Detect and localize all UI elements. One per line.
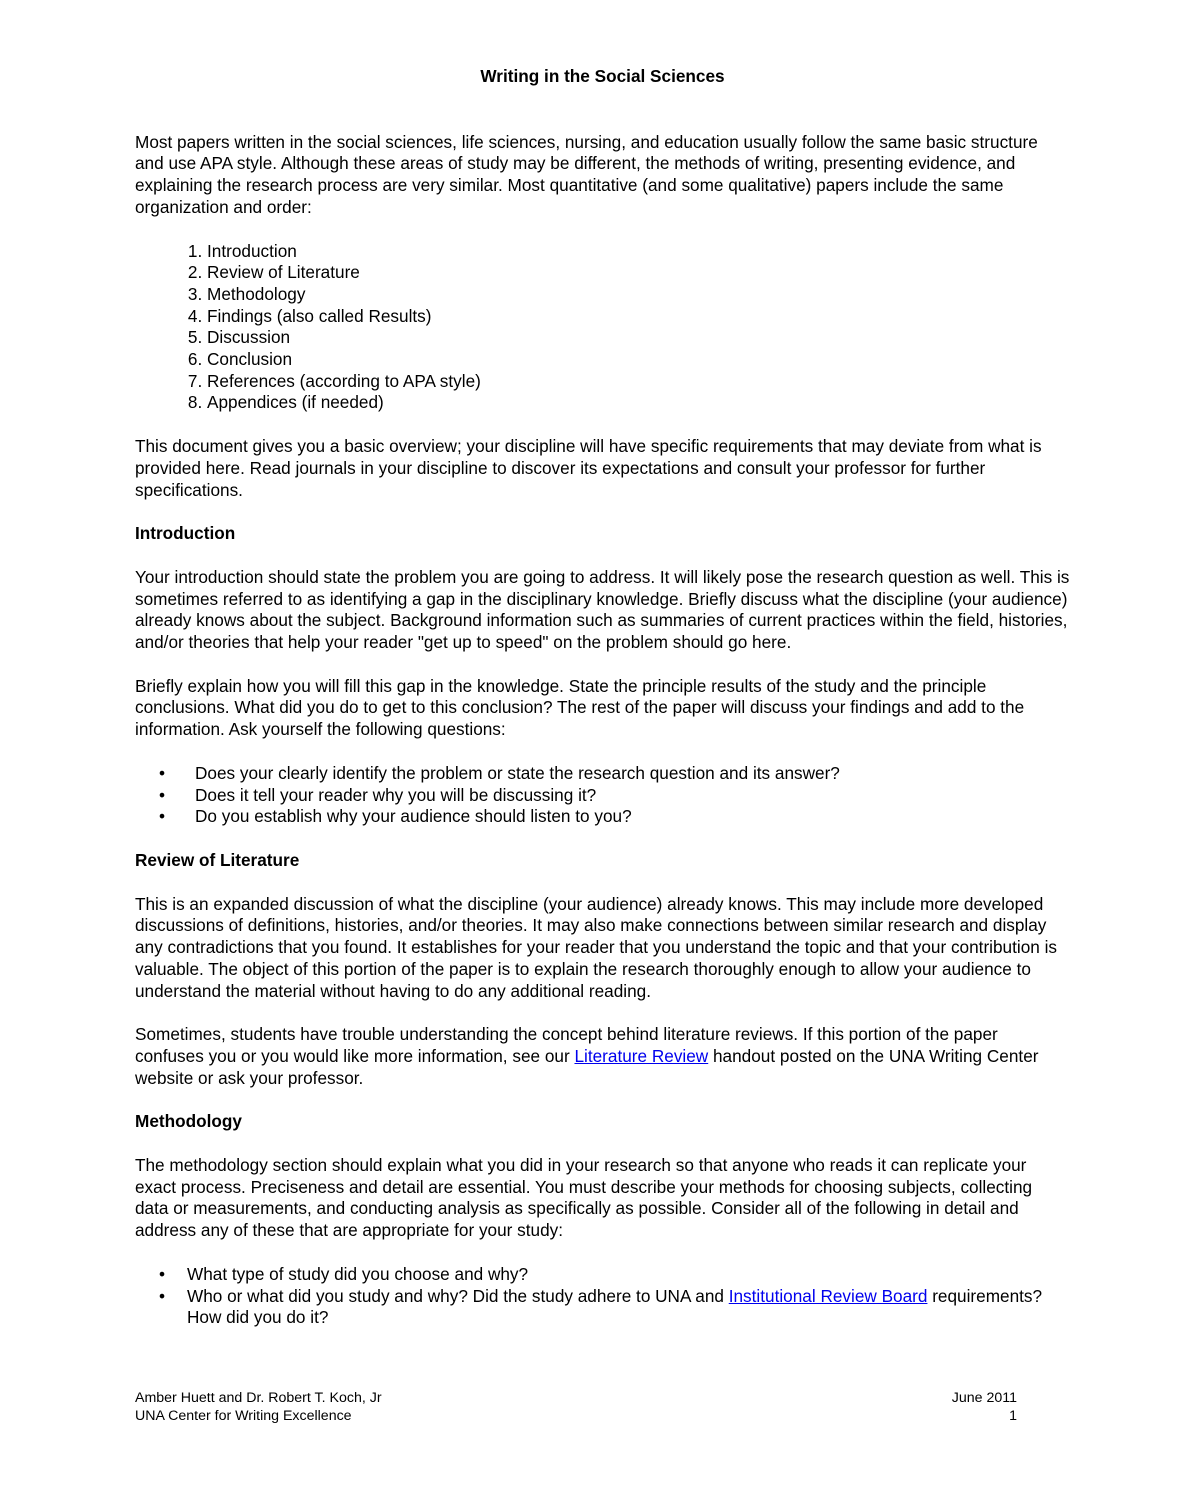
footer-row-1	[135, 1389, 1017, 1407]
structure-list	[135, 241, 1070, 415]
list-item: 4. Findings (also called Results)	[207, 306, 1070, 328]
list-item: 6. Conclusion	[207, 349, 1070, 371]
literature-review-heading: Review of Literature	[135, 849, 300, 870]
footer-row-2	[135, 1407, 1017, 1425]
institutional-review-board-link[interactable]: Institutional Review Board	[728, 1285, 928, 1306]
methodology-questions-list	[135, 1264, 1070, 1329]
document-body	[135, 66, 1070, 1351]
list-item: 2. Review of Literature	[207, 262, 1070, 284]
list-item: 7. References (according to APA style)	[207, 371, 1070, 393]
list-item: 3. Methodology	[207, 284, 1070, 306]
introduction-paragraph-1: Your introduction should state the problem you are going to address. It will likely pose the research question as well. This is sometimes referred to as identifying a gap in the disciplinary knowledge. Briefly discuss what the discipline (your audience) already knows about the subject. Background information such as summaries of current practices within the field, histories, and/or theories that help your reader "get up to speed" on the problem should go here.	[135, 566, 1070, 653]
list-item: • Do you establish why your audience should listen to you?	[135, 806, 1070, 828]
literature-review-paragraph-1: This is an expanded discussion of what the discipline (your audience) already knows. This may include more developed discussions of definitions, histories, and/or theories. It may also make connections between similar research and display any contradictions that you found. It establishes for your reader that you understand the topic and that your contribution is valuable. The object of this portion of the paper is to explain the research thoroughly enough to allow your audience to understand the material without having to do any additional reading.	[135, 893, 1057, 1001]
document-title: Writing in the Social Sciences	[480, 66, 725, 86]
introduction-heading: Introduction	[135, 523, 236, 544]
overview-paragraph: This document gives you a basic overview; your discipline will have specific requirements that may deviate from what is provided here. Read journals in your discipline to discover its expectations and consult your professor for further specifications.	[135, 436, 1042, 500]
methodology-text-after-link: requirements? How did you do it?	[187, 1285, 1043, 1328]
literature-review-text-before-link: Sometimes, students have trouble understanding the concept behind literature reviews. If this portion of the paper confuses you or you would like more information, see our	[135, 1024, 998, 1066]
introduction-questions-list	[135, 763, 1070, 828]
methodology-text-before-link: Who or what did you study and why? Did the study adhere to UNA and	[187, 1285, 729, 1306]
page-footer	[135, 1389, 1017, 1425]
intro-paragraph: Most papers written in the social sciences, life sciences, nursing, and education usually follow the same basic structure and use APA style. Although these areas of study may be different, the methods of writing, presenting evidence, and explaining the research process are very similar. Most quantitative (and some qualitative) papers include the same organization and order:	[135, 131, 1038, 217]
literature-review-link[interactable]: Literature Review	[574, 1045, 709, 1066]
list-item: • Does your clearly identify the problem or state the research question and its answer?	[135, 763, 1070, 785]
methodology-heading: Methodology	[135, 1111, 242, 1132]
literature-review-text-after-link: handout posted on the UNA Writing Center website or ask your professor.	[135, 1045, 1039, 1088]
methodology-paragraph-1: The methodology section should explain what you did in your research so that anyone who reads it can replicate your exact process. Preciseness and detail are essential. You must describe your methods for choosing subjects, collecting data or measurements, and conducting analysis as specifically as possible. Consider all of the following in detail and address any of these that are appropriate for your study:	[135, 1155, 1033, 1241]
literature-review-paragraph-2	[135, 1024, 1070, 1089]
list-item: • What type of study did you choose and why?	[135, 1264, 1070, 1286]
list-item: 5. Discussion	[207, 327, 1070, 349]
introduction-paragraph-2: Briefly explain how you will fill this gap in the knowledge. State the principle results of the study and the principle conclusions. What did you do to get to this conclusion? The rest of the paper will discuss your findings and add to the information. Ask yourself the following questions:	[135, 675, 1025, 740]
list-item: 1. Introduction	[207, 241, 1070, 263]
footer-date: June 2011	[951, 1390, 1017, 1406]
footer-page-number: 1	[1009, 1408, 1017, 1424]
footer-organization: UNA Center for Writing Excellence	[135, 1408, 352, 1424]
list-item: • Does it tell your reader why you will be discussing it?	[135, 785, 1070, 807]
list-item	[135, 1286, 1070, 1329]
list-item: 8. Appendices (if needed)	[207, 392, 1070, 414]
footer-authors: Amber Huett and Dr. Robert T. Koch, Jr	[135, 1390, 382, 1406]
